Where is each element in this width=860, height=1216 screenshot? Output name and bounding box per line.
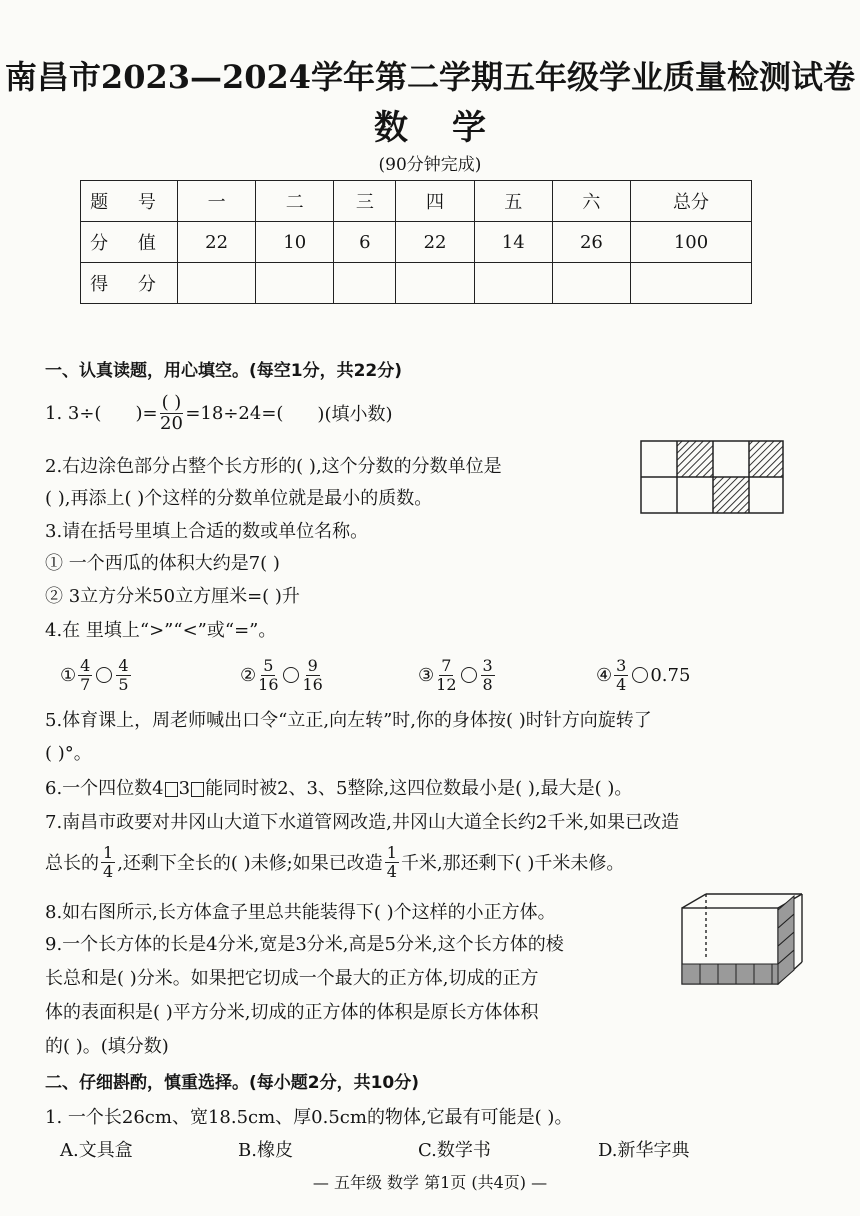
q1-text-a: 1. 3÷( xyxy=(45,402,102,424)
q1-fraction-numerator[interactable]: ( ) xyxy=(161,391,182,413)
compare-item-2 xyxy=(240,655,418,694)
q6-text-c: 能同时被2、3、5整除,这四位数最小是( ),最大是( )。 xyxy=(205,778,633,799)
column-header: 二 xyxy=(256,181,334,222)
q1-fraction-denominator: 20 xyxy=(160,412,183,434)
item-label: ① xyxy=(60,664,77,686)
denominator: 12 xyxy=(436,674,457,694)
subject-char-1: 数 xyxy=(374,108,408,148)
denominator: 8 xyxy=(482,674,493,694)
q7-text: 千米,那还剩下( )千米未修。 xyxy=(400,853,625,874)
q1-text-d: )(填小数) xyxy=(317,404,393,425)
score-entry-cell[interactable] xyxy=(630,263,751,304)
exam-title: 南昌市2023—2024学年第二学期五年级学业质量检测试卷 xyxy=(4,58,856,96)
score-table xyxy=(80,180,752,304)
fraction xyxy=(258,655,279,694)
question-9-line-1: 9.一个长方体的长是4分米,宽是3分米,高是5分米,这个长方体的棱 xyxy=(45,934,564,955)
numerator: 3 xyxy=(482,655,493,675)
denominator: 4 xyxy=(103,861,114,881)
section-2-question-1: 1. 一个长26cm、宽18.5cm、厚0.5cm的物体,它最有可能是( )。 xyxy=(45,1107,573,1128)
q1-text-c: =18÷24=( xyxy=(185,402,284,424)
score-table-score-row xyxy=(81,263,752,304)
q1-fraction xyxy=(160,391,184,434)
question-4-items xyxy=(60,650,780,700)
fraction xyxy=(302,655,323,694)
row-label: 分 值 xyxy=(81,222,178,263)
score-entry-cell[interactable] xyxy=(396,263,474,304)
question-9-line-4: 的( )。(填分数) xyxy=(45,1036,169,1057)
digit-box[interactable] xyxy=(165,782,178,797)
question-4-line-1: 4.在 里填上“>”“<”或“=”。 xyxy=(45,620,277,641)
cuboid-box-figure xyxy=(676,888,810,994)
table-cell: 26 xyxy=(552,222,630,263)
denominator: 16 xyxy=(258,674,279,694)
option-a[interactable]: A.文具盒 xyxy=(60,1140,133,1161)
item-label: ③ xyxy=(418,664,435,686)
fraction xyxy=(101,842,115,881)
option-d[interactable]: D.新华字典 xyxy=(598,1140,690,1161)
compare-item-4 xyxy=(596,655,691,694)
fraction xyxy=(481,655,495,694)
section-2-heading: 二、仔细斟酌，慎重选择。(每小题2分，共10分) xyxy=(45,1073,420,1093)
numerator: 1 xyxy=(386,842,397,862)
score-entry-cell[interactable] xyxy=(334,263,396,304)
denominator: 5 xyxy=(118,674,129,694)
fraction xyxy=(116,655,130,694)
table-cell: 14 xyxy=(474,222,552,263)
q1-text-b: )= xyxy=(135,402,158,424)
score-entry-cell[interactable] xyxy=(256,263,334,304)
numerator: 3 xyxy=(616,655,627,675)
score-entry-cell[interactable] xyxy=(474,263,552,304)
item-label: ④ xyxy=(596,664,613,686)
denominator: 4 xyxy=(386,861,397,881)
answer-options xyxy=(60,1136,780,1162)
numerator: 9 xyxy=(307,655,318,675)
fraction xyxy=(385,842,399,881)
column-header: 三 xyxy=(334,181,396,222)
question-5-line-2: ( )°。 xyxy=(45,743,92,764)
fraction xyxy=(614,655,628,694)
time-limit: (90分钟完成) xyxy=(378,155,482,175)
table-cell: 22 xyxy=(396,222,474,263)
compare-circle[interactable] xyxy=(96,667,112,683)
option-b[interactable]: B.橡皮 xyxy=(238,1140,293,1161)
question-2-line-1: 2.右边涂色部分占整个长方形的( ),这个分数的分数单位是 xyxy=(45,456,502,477)
column-header: 总分 xyxy=(630,181,751,222)
denominator: 7 xyxy=(80,674,91,694)
digit-box[interactable] xyxy=(191,782,204,797)
column-header: 六 xyxy=(552,181,630,222)
option-c[interactable]: C.数学书 xyxy=(418,1140,491,1161)
subject-title xyxy=(0,100,860,149)
table-cell: 6 xyxy=(334,222,396,263)
shaded-cell xyxy=(749,441,783,477)
section-1-heading: 一、认真读题，用心填空。(每空1分，共22分) xyxy=(45,361,403,381)
compare-value: 0.75 xyxy=(650,664,691,686)
question-9-line-3: 体的表面积是( )平方分米,切成的正方体的体积是原长方体体积 xyxy=(45,1002,539,1023)
question-2-line-2: ( ),再添上( )个这样的分数单位就是最小的质数。 xyxy=(45,488,433,509)
question-1 xyxy=(45,388,393,438)
numerator: 5 xyxy=(263,655,274,675)
fraction xyxy=(436,655,457,694)
row-label: 题 号 xyxy=(81,181,178,222)
question-5-line-1: 5.体育课上，周老师喊出口令“立正,向左转”时,你的身体按( )时针方向旋转了 xyxy=(45,710,652,731)
question-8: 8.如右图所示,长方体盒子里总共能装得下( )个这样的小正方体。 xyxy=(45,902,556,923)
numerator: 4 xyxy=(118,655,129,675)
compare-item-1 xyxy=(60,655,240,694)
score-entry-cell[interactable] xyxy=(178,263,256,304)
q7-text: ,还剩下全长的( )未修;如果已改造 xyxy=(117,853,383,874)
denominator: 16 xyxy=(302,674,323,694)
question-6 xyxy=(45,774,632,800)
question-3-line-2: ① 一个西瓜的体积大约是7( ) xyxy=(45,553,280,574)
table-cell: 22 xyxy=(178,222,256,263)
question-7-line-2 xyxy=(45,838,624,886)
column-header: 四 xyxy=(396,181,474,222)
numerator: 1 xyxy=(103,842,114,862)
shaded-cell xyxy=(677,441,713,477)
numerator: 4 xyxy=(80,655,91,675)
compare-circle[interactable] xyxy=(461,667,477,683)
column-header: 五 xyxy=(474,181,552,222)
numerator: 7 xyxy=(441,655,452,675)
page-footer: — 五年级 数学 第1页 (共4页) — xyxy=(312,1173,548,1192)
question-3-line-3: ② 3立方分米50立方厘米=( )升 xyxy=(45,586,300,607)
q6-text-a: 6.一个四位数4 xyxy=(45,778,164,799)
shaded-cell xyxy=(713,477,749,513)
item-label: ② xyxy=(240,664,257,686)
subject-char-2: 学 xyxy=(452,108,486,148)
question-3-line-1: 3.请在括号里填上合适的数或单位名称。 xyxy=(45,521,369,542)
compare-item-3 xyxy=(418,655,596,694)
denominator: 4 xyxy=(616,674,627,694)
table-cell: 100 xyxy=(630,222,751,263)
row-label: 得 分 xyxy=(81,263,178,304)
shaded-rectangle-figure xyxy=(640,440,784,514)
q6-text-b: 3 xyxy=(178,778,191,799)
question-7-line-1: 7.南昌市政要对井冈山大道下水道管网改造,井冈山大道全长约2千米,如果已改造 xyxy=(45,812,680,833)
compare-circle[interactable] xyxy=(632,667,648,683)
column-header: 一 xyxy=(178,181,256,222)
table-cell: 10 xyxy=(256,222,334,263)
compare-circle[interactable] xyxy=(283,667,299,683)
fraction xyxy=(78,655,92,694)
question-9-line-2: 长总和是( )分米。如果把它切成一个最大的正方体,切成的正方 xyxy=(45,968,539,989)
score-table-value-row xyxy=(81,222,752,263)
score-entry-cell[interactable] xyxy=(552,263,630,304)
q7-text: 总长的 xyxy=(45,853,99,874)
score-table-header-row xyxy=(81,181,752,222)
